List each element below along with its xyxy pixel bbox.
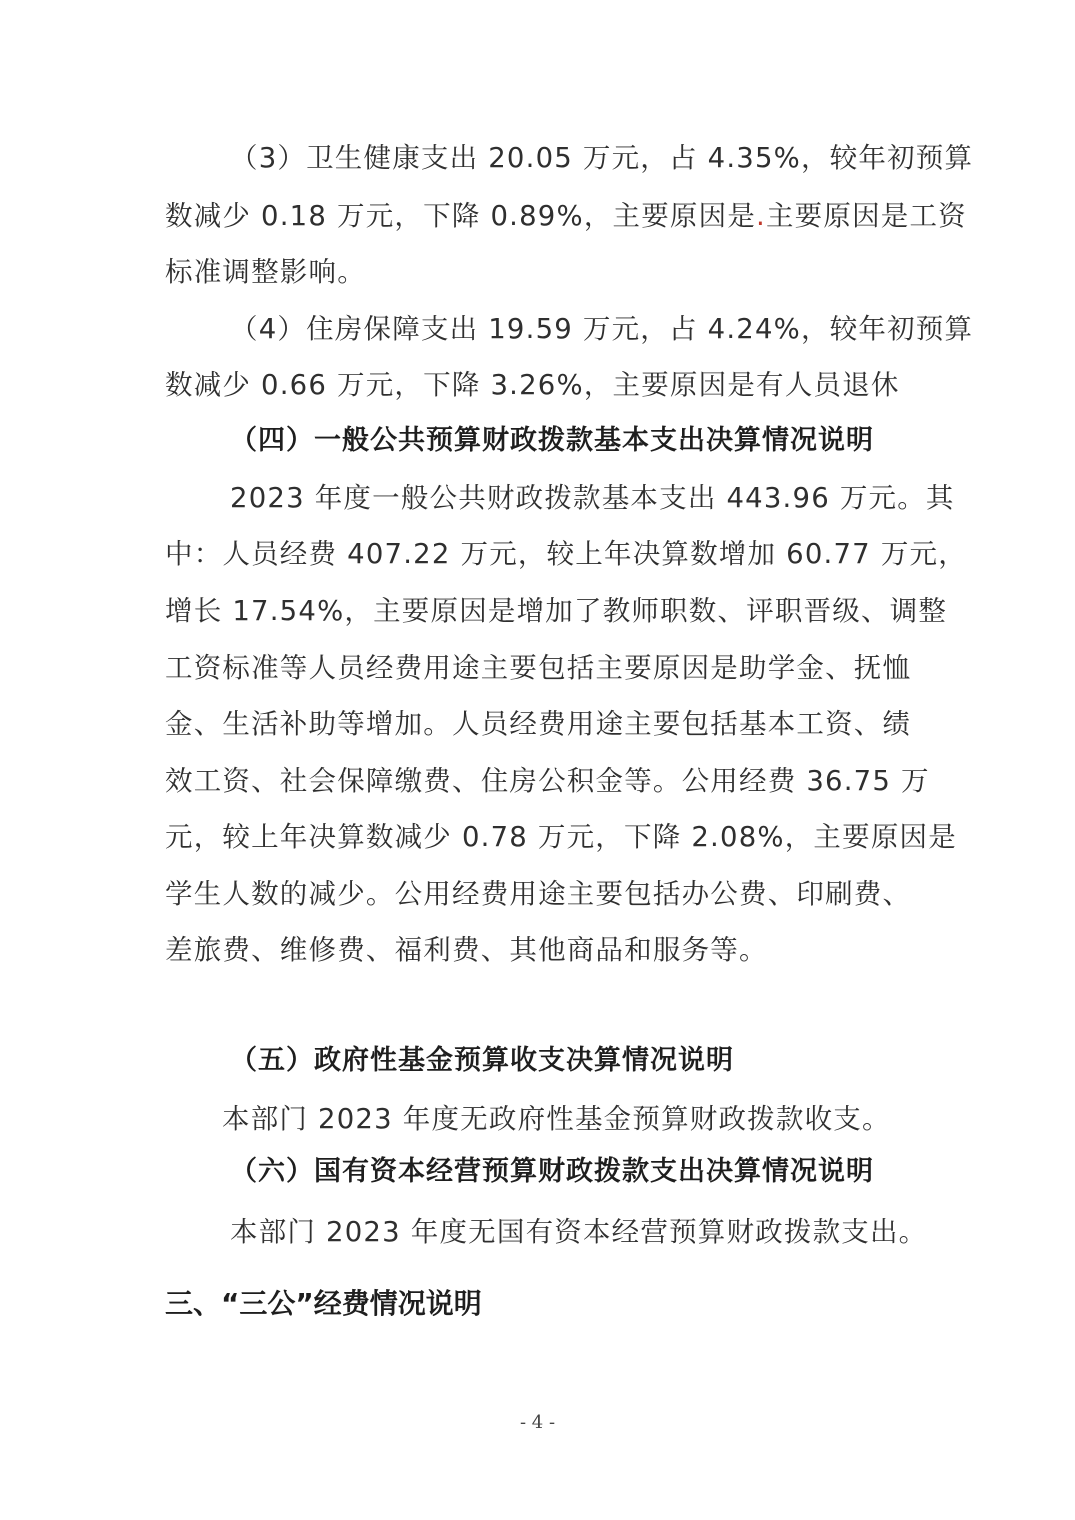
paragraph-basic-line-8: 学生人数的减少。公用经费用途主要包括办公费、印刷费、 xyxy=(165,878,912,910)
heading-basic-expenditure: （四）一般公共预算财政拨款基本支出决算情况说明 xyxy=(230,425,874,456)
paragraph-health-line-3: 标准调整影响。 xyxy=(165,256,366,288)
section-title-three-public: 三、“三公”经费情况说明 xyxy=(165,1287,482,1320)
paragraph-basic-line-5: 金、生活补助等增加。人员经费用途主要包括基本工资、绩 xyxy=(165,708,912,740)
paragraph-housing-line-1: （4）住房保障支出 19.59 万元，占 4.24%，较年初预算 xyxy=(230,313,974,345)
page-number: - 4 - xyxy=(519,1412,556,1433)
red-dot-mark: . xyxy=(756,200,766,232)
heading-government-fund: （五）政府性基金预算收支决算情况说明 xyxy=(230,1045,734,1076)
paragraph-basic-line-9: 差旅费、维修费、福利费、其他商品和服务等。 xyxy=(165,934,768,966)
paragraph-government-fund: 本部门 2023 年度无政府性基金预算财政拨款收支。 xyxy=(222,1103,891,1135)
paragraph-basic-line-3: 增长 17.54%，主要原因是增加了教师职数、评职晋级、调整 xyxy=(165,595,948,627)
paragraph-basic-line-6: 效工资、社会保障缴费、住房公积金等。公用经费 36.75 万 xyxy=(165,765,930,797)
heading-state-capital: （六）国有资本经营预算财政拨款支出决算情况说明 xyxy=(230,1156,874,1187)
paragraph-basic-line-2: 中：人员经费 407.22 万元，较上年决算数增加 60.77 万元， xyxy=(165,538,967,570)
paragraph-health-line-2a: 数减少 0.18 万元，下降 0.89%，主要原因是 xyxy=(165,200,757,232)
paragraph-health-line-2b: 主要原因是工资 xyxy=(765,200,967,232)
paragraph-basic-line-7: 元，较上年决算数减少 0.78 万元，下降 2.08%，主要原因是 xyxy=(165,821,957,853)
paragraph-health-line-1: （3）卫生健康支出 20.05 万元，占 4.35%，较年初预算 xyxy=(230,142,974,174)
paragraph-housing-line-2: 数减少 0.66 万元，下降 3.26%，主要原因是有人员退休 xyxy=(165,369,900,401)
paragraph-basic-line-4: 工资标准等人员经费用途主要包括主要原因是助学金、抚恤 xyxy=(165,652,912,684)
paragraph-basic-line-1: 2023 年度一般公共财政拨款基本支出 443.96 万元。其 xyxy=(230,482,955,514)
paragraph-health-line-2 xyxy=(165,196,967,236)
paragraph-state-capital: 本部门 2023 年度无国有资本经营预算财政拨款支出。 xyxy=(230,1216,928,1248)
